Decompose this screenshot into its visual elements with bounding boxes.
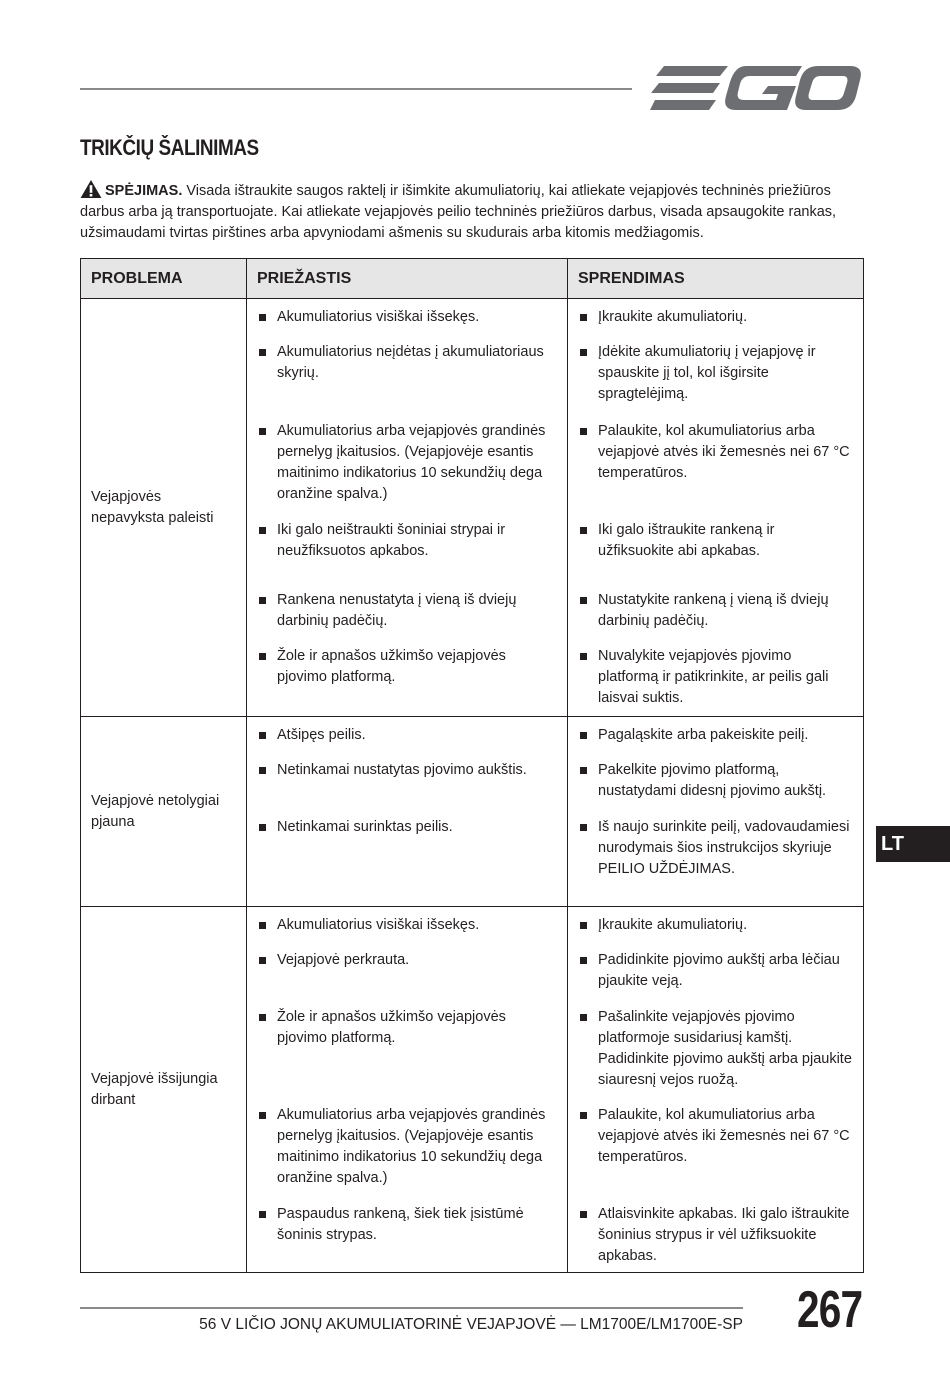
bullet-icon <box>580 428 587 435</box>
warning-label: SPĖJIMAS. <box>105 183 183 199</box>
language-tab: LT <box>876 826 950 862</box>
bullet-icon <box>259 428 266 435</box>
cause-cell <box>247 907 568 1273</box>
list-item <box>247 950 567 1007</box>
bullet-icon <box>580 767 587 774</box>
bullet-icon <box>259 824 266 831</box>
page-title: TRIKČIŲ ŠALINIMAS <box>80 135 259 160</box>
list-item <box>568 1007 863 1105</box>
list-item <box>568 1105 863 1204</box>
footer-text: 56 V LIČIO JONŲ AKUMULIATORINĖ VEJAPJOVĖ — LM1700E/LM1700E-SP <box>199 1316 743 1333</box>
list-item <box>247 817 567 838</box>
list-item <box>247 760 567 817</box>
list-item <box>568 307 863 342</box>
list-item <box>568 342 863 421</box>
list-item <box>247 1007 567 1105</box>
warning-text: Visada ištraukite saugos raktelį ir išimkite akumuliatorių, kai atliekate vejapjovės techninės priežiūros darbus arba ją transportuojate. Kai atliekate vejapjovės peilio techninės priežiūros darbus, visada apsaugokite rankas, užsimaudami tvirtas pirštines arba apvyniodami ašmenis su skudurais arba kitomis medžiagomis. <box>80 183 837 241</box>
solution-text: Iš naujo surinkite peilį, vadovaudamiesi nurodymais šios instrukcijos skyriuje PEILIO UŽDĖJIMAS. <box>598 819 850 877</box>
solution-text: Palaukite, kol akumuliatorius arba vejapjovė atvės iki žemesnės nei 67 °C temperatūros. <box>598 423 850 481</box>
list-item <box>568 421 863 520</box>
bullet-icon <box>259 1014 266 1021</box>
cause-text: Iki galo neištraukti šoniniai strypai ir neužfiksuotos apkabos. <box>277 522 506 559</box>
bullet-icon <box>580 653 587 660</box>
problem-cell: Vejapjovė netolygiai pjauna <box>81 717 247 907</box>
bullet-icon <box>580 957 587 964</box>
warning-notice <box>80 180 870 244</box>
cause-text: Akumuliatorius visiškai išsekęs. <box>277 917 480 933</box>
bullet-icon <box>259 957 266 964</box>
table-row <box>81 299 864 717</box>
bullet-icon <box>259 922 266 929</box>
solution-cell <box>568 907 864 1273</box>
cause-text: Akumuliatorius neįdėtas į akumuliatoriaus skyrių. <box>277 344 544 381</box>
list-item <box>247 915 567 950</box>
column-header-solution: SPRENDIMAS <box>568 259 864 299</box>
list-item <box>247 342 567 421</box>
cause-text: Netinkamai nustatytas pjovimo aukštis. <box>277 762 527 778</box>
solution-text: Įkraukite akumuliatorių. <box>598 309 748 325</box>
list-item <box>568 950 863 1007</box>
list-item <box>247 1204 567 1246</box>
page-number: 267 <box>797 1281 863 1339</box>
bullet-icon <box>259 1112 266 1119</box>
bullet-icon <box>580 349 587 356</box>
solution-cell <box>568 299 864 717</box>
solution-text: Nuvalykite vejapjovės pjovimo platformą ir patikrinkite, ar peilis gali laisvai suktis. <box>598 648 829 706</box>
cause-text: Vejapjovė perkrauta. <box>277 952 410 968</box>
solution-text: Padidinkite pjovimo aukštį arba lėčiau pjaukite veją. <box>598 952 840 989</box>
bullet-icon <box>259 597 266 604</box>
header-rule <box>80 88 632 90</box>
list-item <box>247 307 567 342</box>
table-row <box>81 907 864 1273</box>
cause-cell <box>247 299 568 717</box>
bullet-icon <box>259 314 266 321</box>
bullet-icon <box>580 1014 587 1021</box>
list-item <box>568 915 863 950</box>
bullet-icon <box>580 922 587 929</box>
bullet-icon <box>259 349 266 356</box>
list-item <box>568 520 863 590</box>
cause-text: Akumuliatorius arba vejapjovės grandinės pernelyg įkaitusios. (Vejapjovėje esantis maitinimo indikatorius 10 sekundžių dega oranžine spalva.) <box>277 1107 546 1186</box>
cause-text: Žole ir apnašos užkimšo vejapjovės pjovimo platformą. <box>277 648 506 685</box>
bullet-icon <box>259 1211 266 1218</box>
solution-text: Iki galo ištraukite rankeną ir užfiksuokite abi apkabas. <box>598 522 775 559</box>
list-item <box>247 421 567 520</box>
warning-triangle-icon <box>80 180 102 198</box>
list-item <box>568 817 863 880</box>
bullet-icon <box>580 824 587 831</box>
bullet-icon <box>580 732 587 739</box>
footer-rule <box>80 1307 743 1309</box>
bullet-icon <box>259 653 266 660</box>
bullet-icon <box>580 1211 587 1218</box>
solution-text: Nustatykite rankeną į vieną iš dviejų darbinių padėčių. <box>598 592 829 629</box>
table-row <box>81 717 864 907</box>
solution-text: Atlaisvinkite apkabas. Iki galo ištraukite šoninius strypus ir vėl užfiksuokite apkabas. <box>598 1206 850 1264</box>
solution-text: Palaukite, kol akumuliatorius arba vejapjovė atvės iki žemesnės nei 67 °C temperatūros. <box>598 1107 850 1165</box>
problem-cell: Vejapjovės nepavyksta paleisti <box>81 299 247 717</box>
list-item <box>568 590 863 646</box>
cause-cell <box>247 717 568 907</box>
troubleshooting-table <box>80 258 864 1273</box>
cause-text: Akumuliatorius arba vejapjovės grandinės pernelyg įkaitusios. (Vejapjovėje esantis maitinimo indikatorius 10 sekundžių dega oranžine spalva.) <box>277 423 546 502</box>
solution-cell <box>568 717 864 907</box>
solution-text: Pakelkite pjovimo platformą, nustatydami didesnį pjovimo aukštį. <box>598 762 827 799</box>
list-item <box>568 760 863 817</box>
solution-text: Pašalinkite vejapjovės pjovimo platformoje susidariusį kamštį. Padidinkite pjovimo aukštį arba pjaukite siauresnį vejos ruožą. <box>598 1009 852 1088</box>
bullet-icon <box>259 732 266 739</box>
list-item <box>568 725 863 760</box>
list-item <box>568 1204 863 1267</box>
cause-text: Atšipęs peilis. <box>277 727 366 743</box>
ego-logo <box>650 64 862 112</box>
cause-text: Paspaudus rankeną, šiek tiek įsistūmė šoninis strypas. <box>277 1206 524 1243</box>
cause-text: Akumuliatorius visiškai išsekęs. <box>277 309 480 325</box>
bullet-icon <box>259 527 266 534</box>
solution-text: Pagaląskite arba pakeiskite peilį. <box>598 727 809 743</box>
cause-text: Netinkamai surinktas peilis. <box>277 819 453 835</box>
bullet-icon <box>580 597 587 604</box>
bullet-icon <box>580 1112 587 1119</box>
solution-text: Įdėkite akumuliatorių į vejapjovę ir spauskite jį tol, kol išgirsite spragtelėjimą. <box>598 344 816 402</box>
cause-text: Žole ir apnašos užkimšo vejapjovės pjovimo platformą. <box>277 1009 506 1046</box>
column-header-problem: PROBLEMA <box>81 259 247 299</box>
list-item <box>247 590 567 646</box>
problem-cell: Vejapjovė išsijungia dirbant <box>81 907 247 1273</box>
list-item <box>247 520 567 590</box>
solution-text: Įkraukite akumuliatorių. <box>598 917 748 933</box>
table-header-row <box>81 259 864 299</box>
list-item <box>568 646 863 709</box>
bullet-icon <box>580 314 587 321</box>
bullet-icon <box>259 767 266 774</box>
column-header-cause: PRIEŽASTIS <box>247 259 568 299</box>
bullet-icon <box>580 527 587 534</box>
cause-text: Rankena nenustatyta į vieną iš dviejų darbinių padėčių. <box>277 592 517 629</box>
list-item <box>247 725 567 760</box>
list-item <box>247 1105 567 1204</box>
list-item <box>247 646 567 688</box>
